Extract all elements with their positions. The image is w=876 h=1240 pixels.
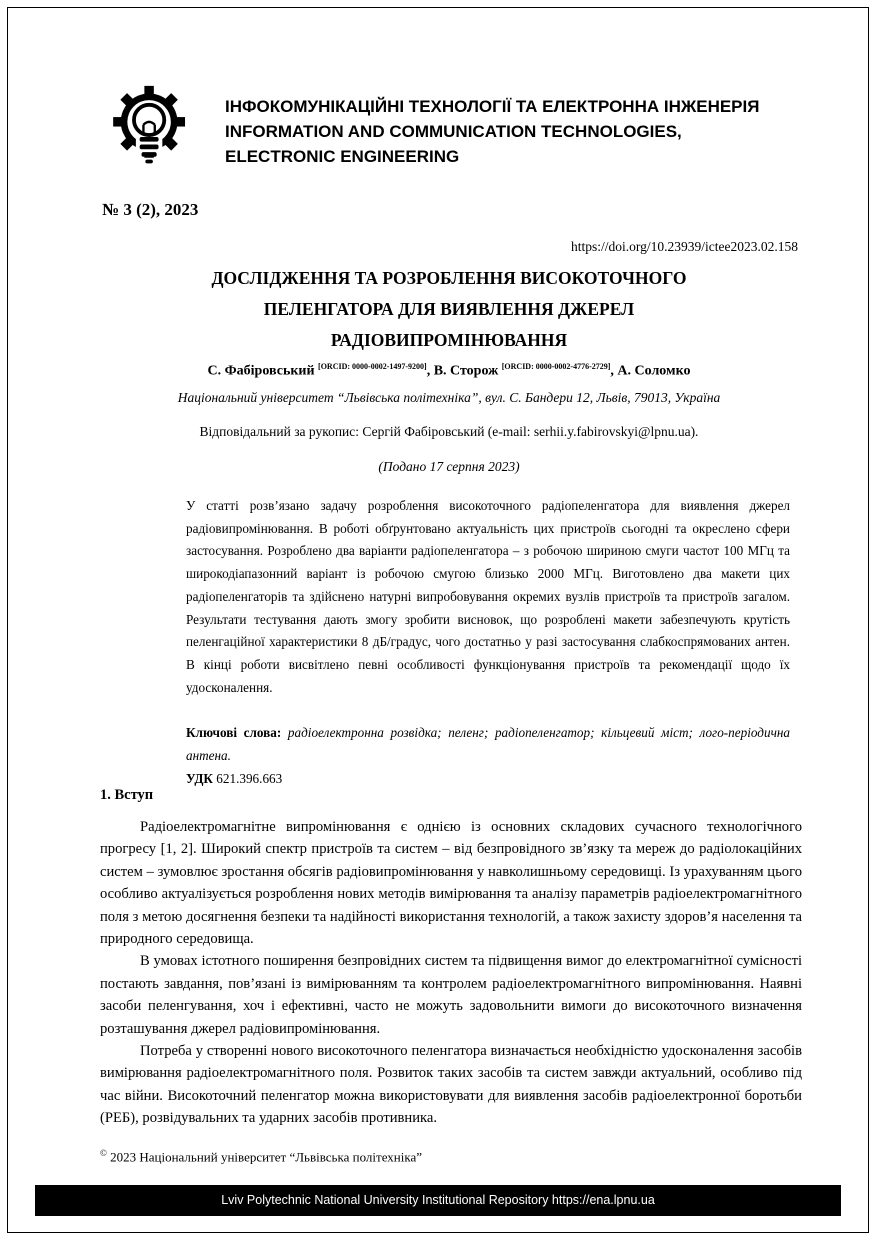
article-title-line-1: ДОСЛІДЖЕННЯ ТА РОЗРОБЛЕННЯ ВИСОКОТОЧНОГО	[211, 268, 687, 288]
intro-body	[100, 816, 802, 1130]
article-title	[100, 263, 798, 356]
keywords-line	[186, 722, 790, 767]
lightbulb-gear-icon	[103, 84, 199, 188]
intro-paragraph-2: В умовах істотного поширення безпровідних систем та підвищення вимог до електромагнітної сумісності постають завдання, пов’язані із вимірюванням та контролем радіоелектромагнітного випромінювання. Наявні засоби пеленгування, хоч і ефективні, часто не можуть задовольнити вимоги до високоточного визначення розташування джерел радіовипромінювання.	[100, 953, 802, 1037]
article-title-line-2: ПЕЛЕНГАТОРА ДЛЯ ВИЯВЛЕННЯ ДЖЕРЕЛ	[263, 299, 635, 319]
repository-footer-bar: Lviv Polytechnic National University Institutional Repository https://ena.lpnu.ua	[35, 1185, 841, 1216]
udc-line	[186, 768, 790, 791]
udc-value: 621.396.663	[212, 770, 283, 786]
journal-header	[103, 84, 798, 188]
affiliation: Національний університет “Львівська політехніка”, вул. С. Бандери 12, Львів, 79013, Україна	[177, 390, 721, 405]
correspondence-line: Відповідальний за рукопис: Сергій Фабіровський (e-mail: serhii.y.fabirovskyi@lpnu.ua).	[199, 424, 699, 439]
author-separator-2: ,	[610, 363, 618, 379]
issue-number: № 3 (2), 2023	[102, 200, 199, 219]
author-separator-1: ,	[426, 363, 434, 379]
intro-paragraph-1: Радіоелектромагнітне випромінювання є однією із основних складових сучасного технологічного прогресу [1, 2]. Широкий спектр пристроїв та систем – від безпровідного зв’язку та мереж до радіолокаційних систем – зумовлює зростання обсягів радіовипромінювання у навколишньому середовищі. Із урахуванням цього особливо актуалізується розроблення нових методів вимірювання та аналізу параметрів радіоелектромагнітного поля з метою досягнення безпеки та надійності використання технологій, а також захисту здоров’я населення та природного середовища.	[100, 819, 802, 948]
copyright-text: 2023 Національний університет “Львівська політехніка”	[106, 1149, 423, 1165]
keywords-label: Ключові слова:	[186, 725, 282, 741]
doi-link: https://doi.org/10.23939/ictee2023.02.158	[571, 239, 798, 254]
copyright-line	[100, 1148, 422, 1165]
author-3: А. Соломко	[617, 363, 691, 379]
author-1: С. Фабіровський	[207, 363, 319, 379]
author-2: В. Сторож	[433, 363, 502, 379]
submission-date: (Подано 17 серпня 2023)	[378, 459, 520, 474]
authors-line	[100, 362, 798, 380]
abstract-block	[186, 495, 790, 790]
abstract-text: У статті розв’язано задачу розроблення високоточного радіопеленгатора для виявлення джерел радіовипромінювання. В роботі обґрунтовано актуальність цих пристроїв сьогодні та окреслено сфери застосування. Розроблено два варіанти радіопеленгатора – з робочою шириною смуги частот 100 МГц та широкодіапазонний варіант із робочою смугою близько 2000 МГц. Виготовлено два макети цих радіопеленгаторів та здійснено натурні випробовування окремих вузлів пристроїв та пристроїв загалом. Результати тестування дають змогу зробити висновок, що розроблені макети забезпечують крутість пеленгаційної характеристики 8 дБ/градус, чого достатньо у разі застосування слабкоспрямованих антен. В кінці роботи висвітлено певні особливості функціонування пристроїв та рекомендації щодо їх удосконалення.	[186, 498, 790, 695]
journal-title-block	[225, 84, 759, 169]
journal-title-en-1: INFORMATION AND COMMUNICATION TECHNOLOGIES,	[225, 122, 682, 141]
intro-paragraph-3: Потреба у створенні нового високоточного пеленгатора визначається необхідністю удосконалення засобів вимірювання радіоелектромагнітного поля. Розвиток таких засобів та систем завжди актуальний, особливо під час війни. Високоточний пеленгатор можна використовувати для виявлення засобів радіоелектронної боротьби (РЕБ), розвідувальних та ударних засобів противника.	[100, 1043, 802, 1127]
keywords-text: радіоелектронна розвідка; пеленг; радіопеленгатор; кільцевий міст; лого-періодична антена.	[186, 725, 790, 764]
copyright-symbol: ©	[100, 1148, 107, 1158]
author-1-orcid: [ORCID: 0000-0002-1497-9200]	[318, 362, 427, 371]
section-heading-intro: 1. Вступ	[100, 787, 154, 803]
udc-label: УДК	[186, 770, 213, 786]
author-2-orcid: [ORCID: 0000-0002-4776-2729]	[501, 362, 611, 371]
journal-title-uk: ІНФОКОМУНІКАЦІЙНІ ТЕХНОЛОГІЇ ТА ЕЛЕКТРОННА ІНЖЕНЕРІЯ	[225, 97, 760, 116]
article-title-line-3: РАДІОВИПРОМІНЮВАННЯ	[330, 330, 568, 350]
journal-title-en-2: ELECTRONIC ENGINEERING	[225, 147, 460, 166]
